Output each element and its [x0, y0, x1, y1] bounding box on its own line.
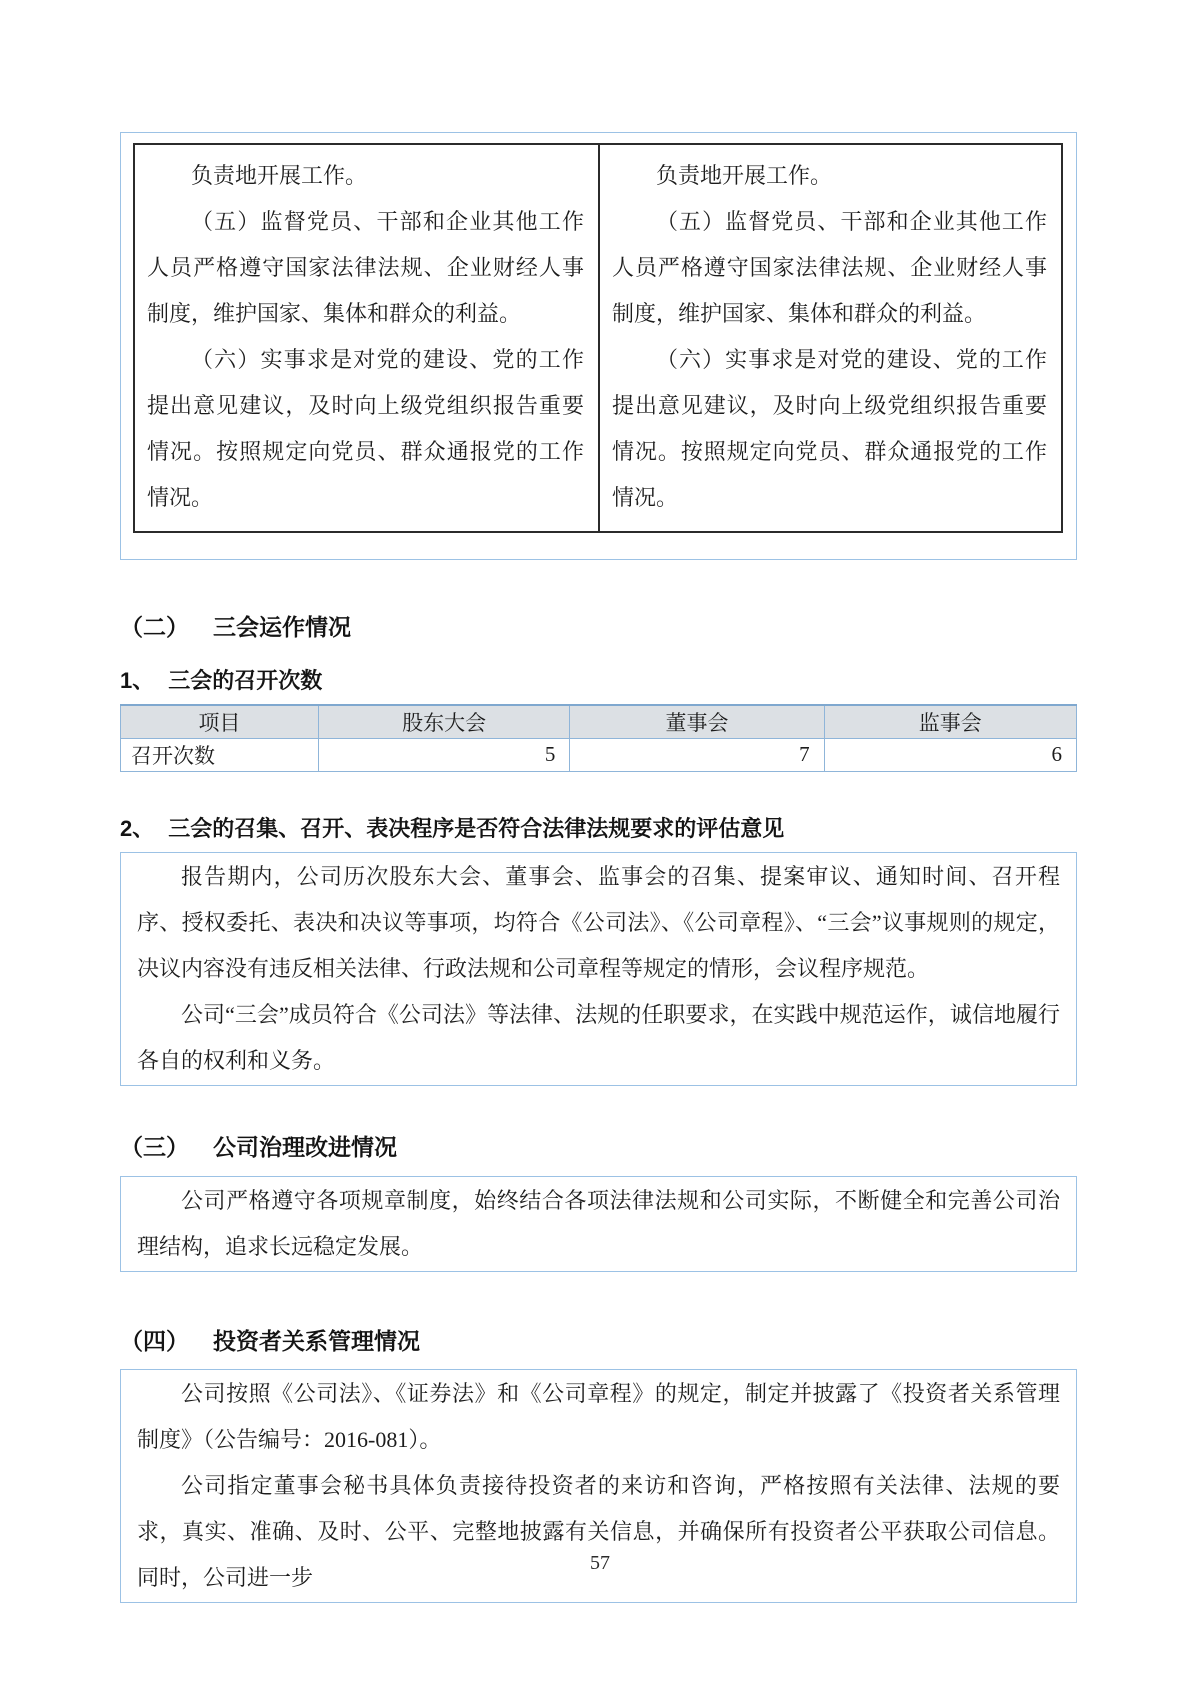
subsection-heading-meeting-counts — [120, 666, 1077, 696]
section-number-label: （三） — [120, 1133, 189, 1160]
subsection-number-label: 2、 — [120, 815, 155, 841]
section-title: 投资者关系管理情况 — [213, 1327, 420, 1354]
party-duties-column-right — [598, 145, 1061, 531]
governance-improvement-block — [120, 1176, 1077, 1272]
paragraph: 报告期内，公司历次股东大会、董事会、监事会的召集、提案审议、通知时间、召开程序、授权委托、表决和决议等事项，均符合《公司法》、《公司章程》、“三会”议事规则的规定，决议内容没有违反相关法律、行政法规和公司章程等规定的情形，会议程序规范。 — [137, 863, 1060, 981]
paragraph: （五）监督党员、干部和企业其他工作人员严格遵守国家法律法规、企业财经人事制度，维护国家、集体和群众的利益。 — [612, 209, 1047, 326]
subsection-heading-procedure-evaluation — [120, 814, 1077, 844]
meetings-count-table — [120, 704, 1077, 772]
party-duties-table — [133, 143, 1063, 533]
header-cell-shareholders-meeting: 股东大会 — [318, 705, 569, 738]
paragraph: （六）实事求是对党的建设、党的工作提出意见建议，及时向上级党组织报告重要情况。按照规定向党员、群众通报党的工作情况。 — [612, 347, 1047, 510]
paragraph: （五）监督党员、干部和企业其他工作人员严格遵守国家法律法规、企业财经人事制度，维护国家、集体和群众的利益。 — [147, 209, 584, 326]
subsection-title: 三会的召集、召开、表决程序是否符合法律法规要求的评估意见 — [168, 815, 785, 841]
paragraph: 负责地开展工作。 — [191, 163, 368, 188]
cell-directors-count: 7 — [570, 738, 824, 771]
section-heading-three-meetings — [120, 612, 1077, 642]
subsection-number-label: 1、 — [120, 668, 155, 693]
subsection-title: 三会的召开次数 — [168, 668, 323, 693]
party-duties-box — [120, 132, 1077, 560]
evaluation-opinion-block — [120, 852, 1077, 1086]
party-duties-column-left — [135, 145, 598, 531]
table-header-row — [121, 705, 1077, 738]
section-number-label: （四） — [120, 1327, 189, 1354]
cell-shareholders-count: 5 — [318, 738, 569, 771]
section-title: 三会运作情况 — [213, 614, 351, 640]
paragraph: 公司“三会”成员符合《公司法》等法律、法规的任职要求，在实践中规范运作，诚信地履行各自的权利和义务。 — [137, 1001, 1060, 1073]
section-number-label: （二） — [120, 614, 189, 640]
header-cell-board-of-directors: 董事会 — [570, 705, 824, 738]
paragraph: 负责地开展工作。 — [656, 163, 833, 188]
cell-meeting-count-label: 召开次数 — [121, 738, 319, 771]
paragraph: （六）实事求是对党的建设、党的工作提出意见建议，及时向上级党组织报告重要情况。按照规定向党员、群众通报党的工作情况。 — [147, 347, 584, 510]
table-row — [121, 738, 1077, 771]
paragraph: 公司严格遵守各项规章制度，始终结合各项法律法规和公司实际，不断健全和完善公司治理结构，追求长远稳定发展。 — [137, 1187, 1060, 1259]
section-heading-investor-relations — [120, 1326, 1077, 1356]
header-cell-board-of-supervisors: 监事会 — [824, 705, 1076, 738]
section-heading-governance-improvement — [120, 1132, 1077, 1162]
cell-supervisors-count: 6 — [824, 738, 1076, 771]
header-cell-project: 项目 — [121, 705, 319, 738]
paragraph: 公司指定董事会秘书具体负责接待投资者的来访和咨询，严格按照有关法律、法规的要求，真实、准确、及时、公平、完整地披露有关信息，并确保所有投资者公平获取公司信息。同时，公司进一步 — [137, 1472, 1060, 1590]
section-title: 公司治理改进情况 — [213, 1133, 397, 1160]
paragraph: 公司按照《公司法》、《证券法》和《公司章程》的规定，制定并披露了《投资者关系管理制度》（公告编号：2016-081）。 — [137, 1380, 1060, 1452]
page-number: 57 — [590, 1552, 610, 1574]
